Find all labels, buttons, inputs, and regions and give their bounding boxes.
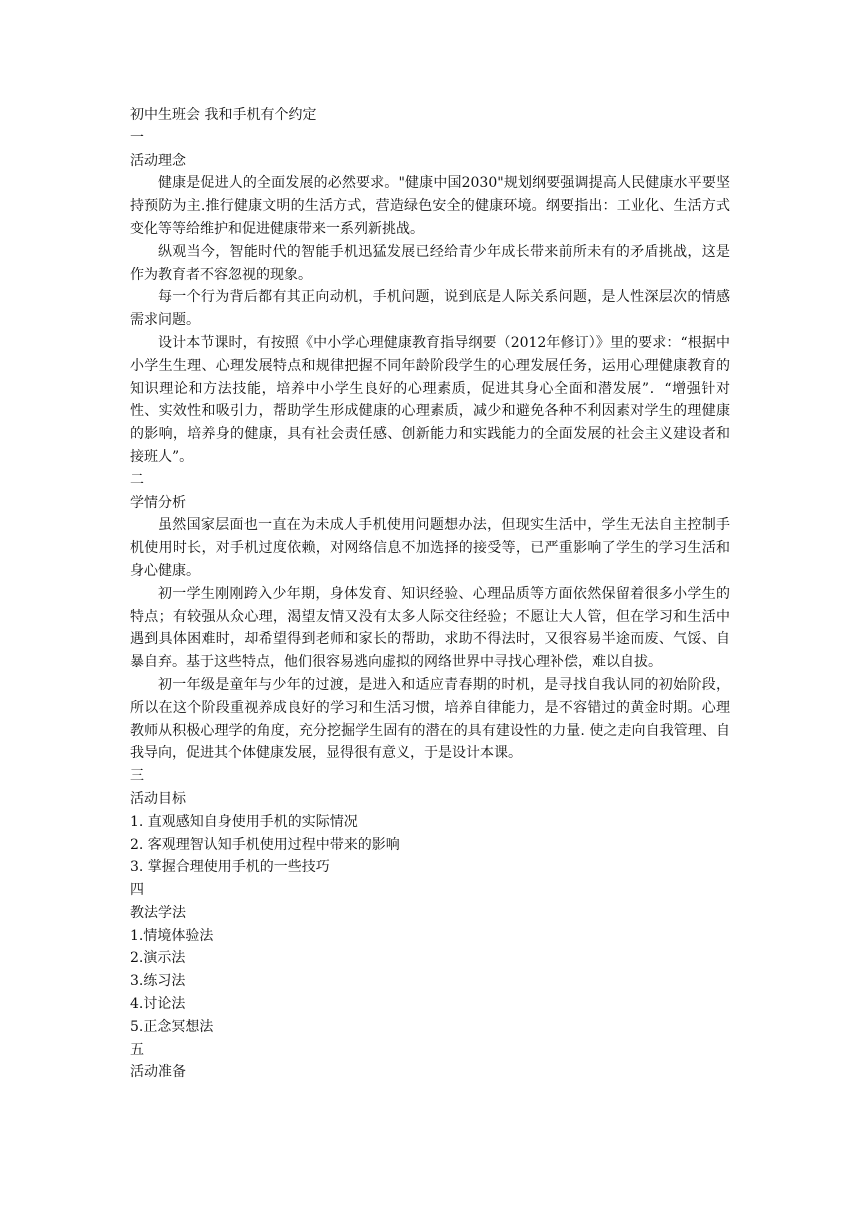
section-heading: 学情分析 — [130, 494, 186, 511]
list-item: 5.正念冥想法 — [130, 1018, 214, 1035]
section-heading: 教法学法 — [130, 904, 186, 921]
paragraph: 初一学生刚刚跨入少年期，身体发育、知识经验、心理品质等方面依然保留着很多小学生的特点；有较强从众心理，渴望友情又没有太多人际交往经验；不愿让大人管，但在学习和生活中遇到具体困难时，却希望得到老师和家长的帮助，求助不得法时，又很容易半途而废、气馁、自暴自弃。基于这些特点，他们很容易逃向虚拟的网络世界中寻找心理补偿，难以自拔。 — [130, 585, 730, 671]
list-item: 1. 直观感知自身使用手机的实际情况 — [130, 813, 358, 830]
section-number: 三 — [130, 768, 144, 785]
list-item: 3.练习法 — [130, 973, 186, 990]
section-heading: 活动理念 — [130, 152, 186, 169]
section-heading: 活动目标 — [130, 790, 186, 807]
document-title: 初中生班会 我和手机有个约定 — [130, 107, 317, 123]
paragraph: 健康是促进人的全面发展的必然要求。"健康中国2030"规划纲要强调提高人民健康水平要坚持预防为主.推行健康文明的生活方式，营造绿色安全的健康环境。纲要指出：工业化、生活方式变化等等给维护和促进健康带来一系列新挑战。 — [130, 175, 730, 237]
list-item: 2. 客观理智认知手机使用过程中带来的影响 — [130, 836, 400, 853]
paragraph: 初一年级是童年与少年的过渡，是进入和适应青春期的时机，是寻找自我认同的初始阶段，所以在这个阶段重视养成良好的学习和生活习惯，培养自律能力，是不容错过的黄金时期。心理教师从积极心理学的角度，充分挖掘学生固有的潜在的具有建设性的力量. 使之走向自我管理、自我导向，促进其个体健康发展，显得很有意义，于是设计本课。 — [130, 676, 730, 762]
section-heading: 活动准备 — [130, 1064, 186, 1081]
section-number: 二 — [130, 471, 144, 488]
list-item: 1.情境体验法 — [130, 927, 214, 944]
paragraph: 设计本节课时，有按照《中小学心理健康教育指导纲要（2012年修订）》里的要求：“根据中小学生生理、心理发展特点和规律把握不同年龄阶段学生的心理发展任务，运用心理健康教育的知识理论和方法技能，培养中小学生良好的心理素质，促进其身心全面和潜发展”．“增强针对性、实效性和吸引力，帮助学生形成健康的心理素质，减少和避免各种不利因素对学生的理健康的影响，培养身的健康，具有社会责任感、创新能力和实践能力的全面发展的社会主义建设者和接班人”。 — [130, 334, 730, 465]
section-number: 五 — [130, 1041, 144, 1058]
section-number: 四 — [130, 882, 144, 899]
list-item: 3. 掌握合理使用手机的一些技巧 — [130, 859, 330, 876]
paragraph: 纵观当今，智能时代的智能手机迅猛发展已经给青少年成长带来前所未有的矛盾挑战，这是作为教育者不容忽视的现象。 — [130, 243, 730, 283]
list-item: 4.讨论法 — [130, 996, 186, 1013]
list-item: 2.演示法 — [130, 950, 186, 967]
section-number: 一 — [130, 129, 144, 146]
paragraph: 每一个行为背后都有其正向动机，手机问题，说到底是人际关系问题，是人性深层次的情感需求问题。 — [130, 289, 730, 329]
paragraph: 虽然国家层面也一直在为未成人手机使用问题想办法，但现实生活中，学生无法自主控制手机使用时长，对手机过度依赖，对网络信息不加选择的接受等，已严重影响了学生的学习生活和身心健康。 — [130, 517, 730, 579]
document-page — [130, 104, 730, 1084]
